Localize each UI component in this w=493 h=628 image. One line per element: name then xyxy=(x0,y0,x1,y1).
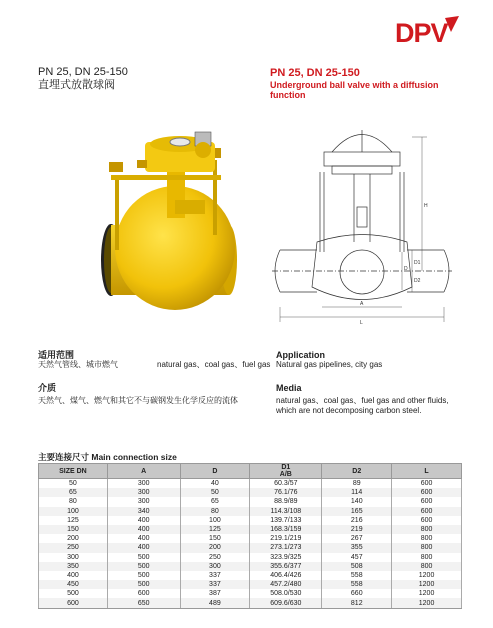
table-cell: 600 xyxy=(392,488,462,497)
table-cell: 76.1/76 xyxy=(250,488,322,497)
table-cell: 250 xyxy=(39,543,108,552)
table-cell: 1200 xyxy=(392,589,462,598)
table-cell: 558 xyxy=(322,580,392,589)
table-cell: 65 xyxy=(39,488,108,497)
table-cell: 267 xyxy=(322,534,392,543)
table-cell: 600 xyxy=(392,479,462,489)
media-cn-text: 天然气、煤气、燃气和其它不与碳钢发生化学反应的流体 xyxy=(38,396,238,405)
table-cell: 800 xyxy=(392,553,462,562)
table-row xyxy=(39,562,462,571)
scope-cn xyxy=(38,350,118,370)
table-cell: 50 xyxy=(39,479,108,489)
media xyxy=(276,383,471,416)
table-cell: 489 xyxy=(180,598,250,608)
table-cell: 600 xyxy=(107,589,180,598)
table-cell: 600 xyxy=(39,598,108,608)
table-cell: 800 xyxy=(392,534,462,543)
table-cell: 457.2/480 xyxy=(250,580,322,589)
table-cell: 219.1/219 xyxy=(250,534,322,543)
table-cell: 125 xyxy=(39,516,108,525)
table-cell: 340 xyxy=(107,507,180,516)
table-cell: 300 xyxy=(39,553,108,562)
model-en: PN 25, DN 25-150 xyxy=(270,67,360,79)
table-cell: 114 xyxy=(322,488,392,497)
table-cell: 168.3/159 xyxy=(250,525,322,534)
table-cell: 323.9/325 xyxy=(250,553,322,562)
dim-d-label: D xyxy=(404,266,408,272)
dim-a-label: A xyxy=(360,301,364,307)
table-cell: 300 xyxy=(107,479,180,489)
table-row xyxy=(39,534,462,543)
table-cell: 89 xyxy=(322,479,392,489)
table-cell: 150 xyxy=(180,534,250,543)
table-cell: 125 xyxy=(180,525,250,534)
table-row xyxy=(39,589,462,598)
valve-photo xyxy=(95,120,245,320)
application xyxy=(276,350,382,370)
table-cell: 165 xyxy=(322,507,392,516)
title-en: Underground ball valve with a diffusion function xyxy=(270,80,439,100)
table-cell: 500 xyxy=(107,553,180,562)
table-row xyxy=(39,516,462,525)
table-cell: 337 xyxy=(180,571,250,580)
table-cell: 100 xyxy=(39,507,108,516)
col-l-header: L xyxy=(392,464,462,479)
table-cell: 400 xyxy=(39,571,108,580)
table-cell: 150 xyxy=(39,525,108,534)
table-cell: 400 xyxy=(107,543,180,552)
table-cell: 500 xyxy=(107,562,180,571)
table-cell: 558 xyxy=(322,571,392,580)
table-cell: 114.3/108 xyxy=(250,507,322,516)
table-header-row xyxy=(39,464,462,479)
table-cell: 660 xyxy=(322,589,392,598)
table-cell: 200 xyxy=(39,534,108,543)
table-row xyxy=(39,525,462,534)
table-title: 主要连接尺寸 Main connection size xyxy=(38,452,177,462)
table-cell: 50 xyxy=(180,488,250,497)
title-cn: 直埋式放散球阀 xyxy=(38,79,115,91)
col-d-header: D xyxy=(180,464,250,479)
table-cell: 139.7/133 xyxy=(250,516,322,525)
table-cell: 600 xyxy=(392,497,462,506)
col-d1-bottom: A/B xyxy=(279,471,292,478)
table-cell: 88.9/89 xyxy=(250,497,322,506)
scope-cn-title: 适用范围 xyxy=(38,350,75,360)
table-cell: 508.0/530 xyxy=(250,589,322,598)
table-cell: 800 xyxy=(392,562,462,571)
table-cell: 219 xyxy=(322,525,392,534)
table-cell: 200 xyxy=(180,543,250,552)
table-cell: 1200 xyxy=(392,580,462,589)
dim-l-label: L xyxy=(360,320,363,326)
table-cell: 400 xyxy=(107,516,180,525)
table-cell: 400 xyxy=(107,525,180,534)
table-row xyxy=(39,497,462,506)
table-cell: 600 xyxy=(392,516,462,525)
table-row xyxy=(39,479,462,489)
logo-text: DPV xyxy=(395,18,448,48)
table-body xyxy=(39,479,462,609)
table-cell: 650 xyxy=(107,598,180,608)
table-cell: 1200 xyxy=(392,571,462,580)
dpv-logo xyxy=(395,14,463,48)
table-cell: 273.1/273 xyxy=(250,543,322,552)
header-en xyxy=(270,66,440,100)
col-d1-top: D1 xyxy=(281,464,291,471)
table-cell: 800 xyxy=(392,543,462,552)
dim-h-label: H xyxy=(424,203,428,209)
table-cell: 300 xyxy=(180,562,250,571)
table-row xyxy=(39,580,462,589)
connection-size-table xyxy=(38,463,462,609)
dim-d1-label: D1 xyxy=(414,260,421,266)
table-row xyxy=(39,553,462,562)
technical-drawing xyxy=(262,112,462,327)
table-cell: 500 xyxy=(107,580,180,589)
table-cell: 355 xyxy=(322,543,392,552)
table-row xyxy=(39,488,462,497)
table-cell: 1200 xyxy=(392,598,462,608)
table-cell: 600 xyxy=(392,507,462,516)
table-row xyxy=(39,507,462,516)
table-cell: 508 xyxy=(322,562,392,571)
table-cell: 355.6/377 xyxy=(250,562,322,571)
table-row xyxy=(39,543,462,552)
table-cell: 812 xyxy=(322,598,392,608)
media-text: natural gas、coal gas、fuel gas and other fluids, which are not decomposing carbon steel. xyxy=(276,396,449,415)
table-cell: 140 xyxy=(322,497,392,506)
dim-d2-label: D2 xyxy=(414,278,421,284)
table-cell: 100 xyxy=(180,516,250,525)
table-cell: 80 xyxy=(39,497,108,506)
scope-cn-text: 天然气管线、城市燃气 xyxy=(38,360,118,369)
table-cell: 450 xyxy=(39,580,108,589)
application-text: Natural gas pipelines, city gas xyxy=(276,360,383,369)
table-cell: 387 xyxy=(180,589,250,598)
media-cn xyxy=(38,383,238,406)
col-d2-header: D2 xyxy=(322,464,392,479)
table-cell: 300 xyxy=(107,488,180,497)
scope-en-inline: natural gas、coal gas、fuel gas xyxy=(157,360,271,369)
col-size-header: SIZE DN xyxy=(39,464,108,479)
table-cell: 216 xyxy=(322,516,392,525)
model-cn: PN 25, DN 25-150 xyxy=(38,66,128,78)
table-cell: 457 xyxy=(322,553,392,562)
table-row xyxy=(39,571,462,580)
table-cell: 80 xyxy=(180,507,250,516)
table-cell: 406.4/426 xyxy=(250,571,322,580)
table-cell: 337 xyxy=(180,580,250,589)
table-cell: 500 xyxy=(107,571,180,580)
media-title: Media xyxy=(276,383,302,393)
table-cell: 250 xyxy=(180,553,250,562)
table-cell: 300 xyxy=(107,497,180,506)
table-cell: 350 xyxy=(39,562,108,571)
application-title: Application xyxy=(276,350,325,360)
col-d1-header xyxy=(250,464,322,479)
header-cn xyxy=(38,66,128,92)
table-cell: 40 xyxy=(180,479,250,489)
table-cell: 800 xyxy=(392,525,462,534)
table-cell: 609.6/630 xyxy=(250,598,322,608)
table-cell: 500 xyxy=(39,589,108,598)
table-cell: 65 xyxy=(180,497,250,506)
table-cell: 60.3/57 xyxy=(250,479,322,489)
media-cn-title: 介质 xyxy=(38,383,57,393)
col-a-header: A xyxy=(107,464,180,479)
table-cell: 400 xyxy=(107,534,180,543)
table-row xyxy=(39,598,462,608)
